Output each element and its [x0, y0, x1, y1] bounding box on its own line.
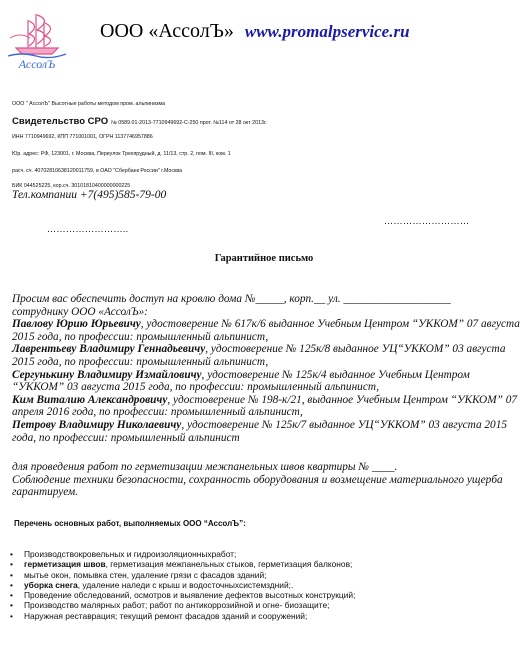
sro-value: № 0589.01-2013-7710949692-С-250 прот. №114 от 28 окт 2013г.: [111, 120, 267, 126]
worker-item: Лаврентьеву Владимиру Геннадьевичу, удостоверение № 125к/8 выданное УЦ“УККОМ” 03 августа 2015 года, по профессии: промышленный альпинист,: [12, 343, 506, 368]
works-title: Перечень основных работ, выполняемых ООО “АссолЪ”:: [14, 519, 246, 528]
worker-item: Павлову Юрию Юрьевичу, удостоверение № 617к/6 выданное Учебным Центром “УККОМ” 07 августа 2015 года, по профессии: промышленный альпинист,: [12, 318, 520, 343]
list-item: • Проведение обследований, осмотров и выявление дефектов высотных конструкций;: [10, 590, 522, 600]
letter-body: [12, 293, 520, 499]
works-list: [10, 549, 522, 621]
account-line: расч. сч. 40702810638120011759, в ОАО "Сбербанк России" г.Москва: [12, 168, 183, 174]
letter-intro-2: сотруднику ООО «АссолЪ»:: [12, 305, 148, 318]
ship-logo-icon: [6, 8, 68, 70]
letter-purpose: для проведения работ по герметизации межпанельных швов квартиры № ____.: [12, 461, 398, 474]
list-item: • уборка снега, удаление наледи с крыш и водосточныхсистемздний;.: [10, 580, 522, 590]
list-item: • Производствокровельных и гидроизоляционныхработ;: [10, 549, 522, 559]
letter-intro: Просим вас обеспечить доступ на кровлю дома №_____, корп.__ ул. ___________________: [12, 293, 451, 305]
sro-label: Свидетельство СРО: [12, 116, 109, 127]
dots-left: ……………………..: [47, 224, 129, 234]
dots-right: ………………………: [384, 216, 470, 226]
company-header: [100, 20, 410, 43]
worker-item: Сергунькину Владимиру Измайловичу, удостоверение № 125к/4 выданное Учебным Центром “УККОМ” 03 августа 2015 года, по профессии: промышленный альпинист,: [12, 368, 470, 394]
worker-item: Ким Виталию Александровичу, удостоверение № 198-к/21, выданное Учебным Центром “УККОМ” 07 апреля 2016 года, по профессии: промышленный альпинист,: [12, 393, 518, 419]
website-link[interactable]: www.promalpservice.ru: [244, 22, 410, 41]
requisites-line-1: ООО " АссолЪ" Высотные работы методом пром. альпинизма: [12, 101, 166, 107]
list-item: • мытье окон, помывка стен, удаление грязи с фасадов зданий;: [10, 570, 522, 580]
bik-line: БИК 044525225, кор.сч. 30101810400000000225: [12, 183, 131, 189]
list-item: • Наружная реставрация; текущий ремонт фасадов зданий и сооружений;: [10, 611, 522, 621]
inn-line: ИНН 7710949692, КПП 771001001, ОГРН 1137746957886: [12, 134, 153, 140]
letter-guarantee: Соблюдение техники безопасности, сохранность оборудования и возмещение материального ущерба гарантируем.: [12, 473, 503, 499]
worker-item: Петрову Владимиру Николаевичу, удостоверение № 125к/7 выданное УЦ“УККОМ” 03 августа 2015 года, по профессии: промышленный альпинист: [12, 418, 508, 444]
address-line: Юр. адрес: РФ, 123001, г. Москва, Переулок Трехпрудный, д. 11/13, стр. 2, пом. III, ком. 1: [12, 151, 231, 157]
list-item: • герметизация швов, герметизация межпанельных стыков, герметизация балконов;: [10, 559, 522, 569]
company-logo: [6, 8, 68, 70]
sro-line: [12, 111, 267, 129]
letter-title: Гарантийное письмо: [214, 253, 314, 264]
list-item: • Производство малярных работ; работ по антикоррозийной и огне- биозащите;: [10, 600, 522, 610]
company-name: ООО «АссолЪ»: [100, 20, 234, 42]
svg-text:АссолЪ: АссолЪ: [18, 57, 56, 70]
phone-line: Тел.компании +7(495)585-79-00: [12, 189, 167, 201]
